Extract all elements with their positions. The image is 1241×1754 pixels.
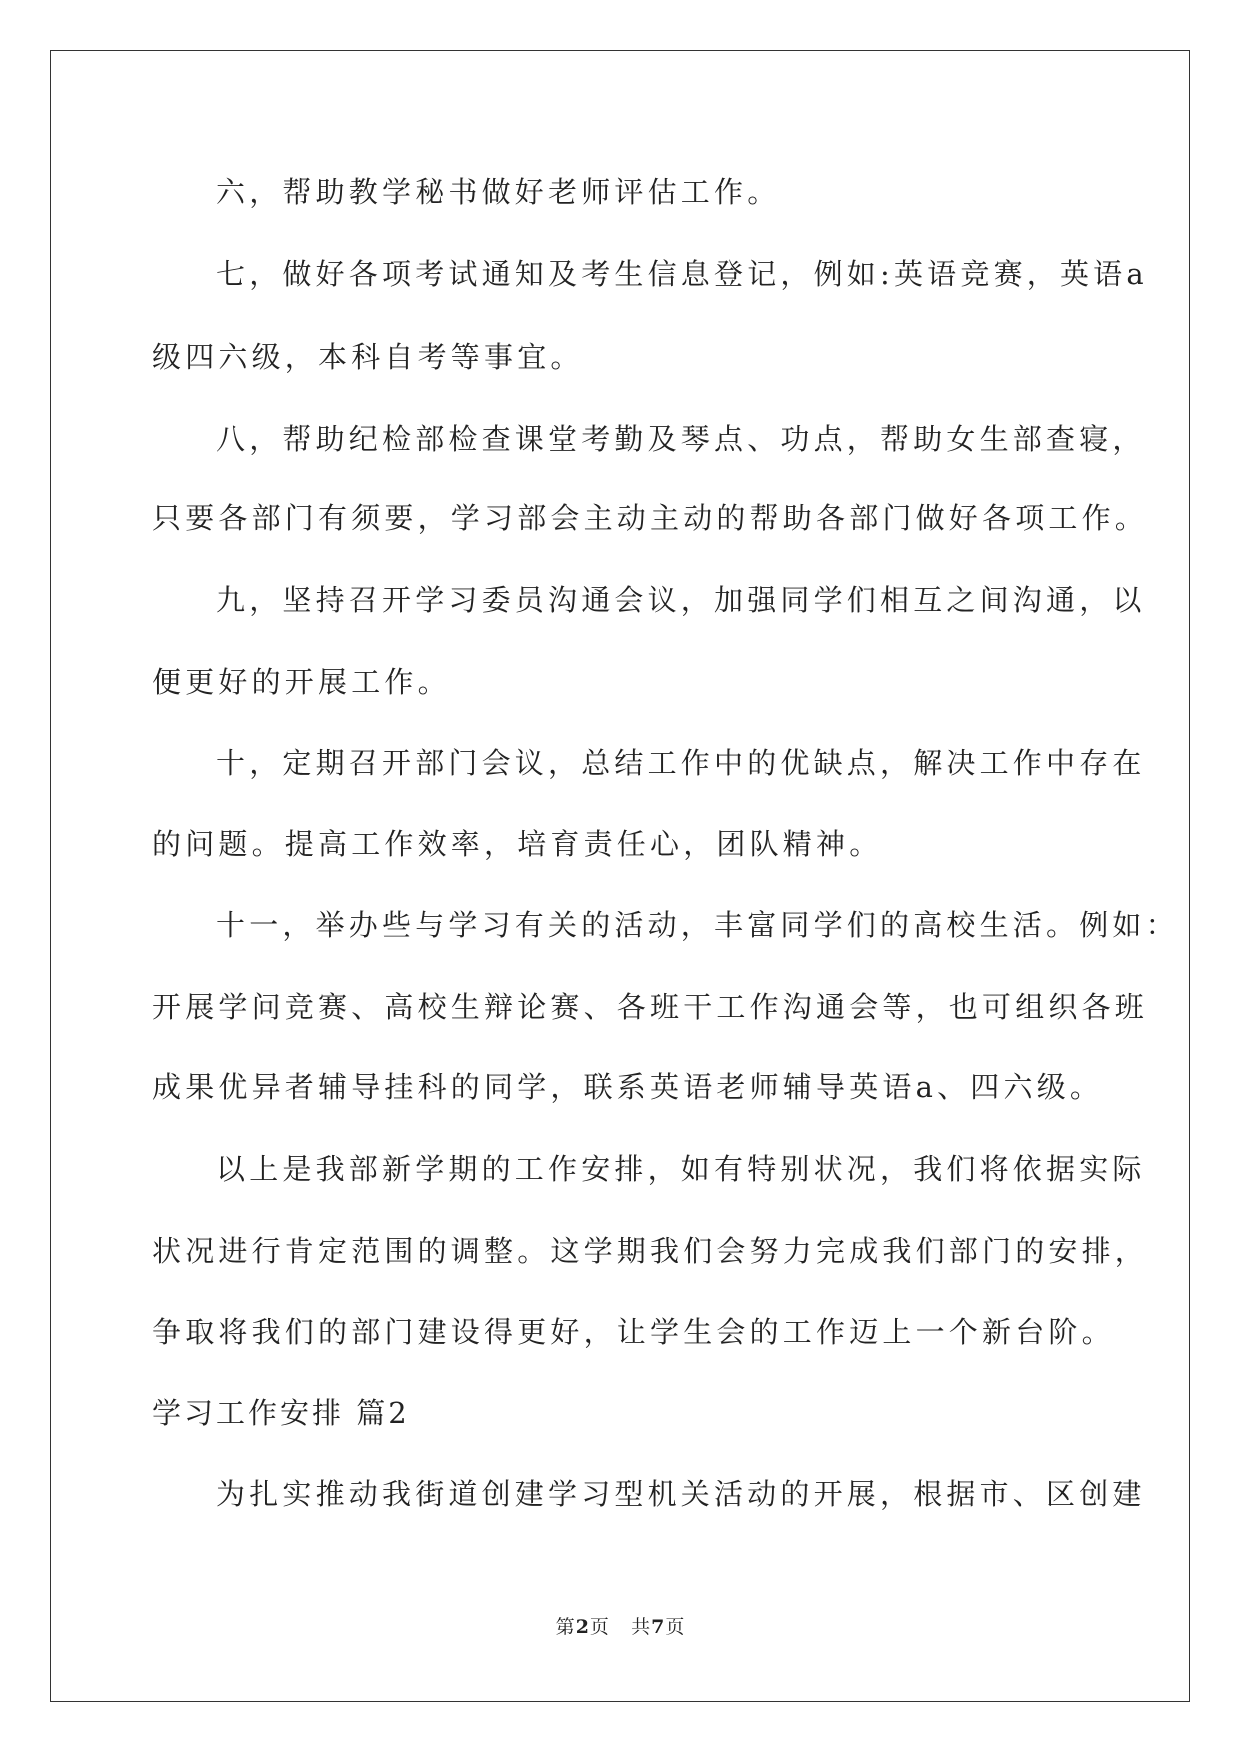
paragraph-line: 为扎实推动我街道创建学习型机关活动的开展，根据市、区创建 — [216, 1477, 1146, 1511]
paragraph-line: 以上是我部新学期的工作安排，如有特别状况，我们将依据实际 — [216, 1152, 1146, 1186]
page-footer — [0, 1612, 1241, 1639]
page-number: 2 — [575, 1616, 590, 1638]
paragraph-line: 十，定期召开部门会议，总结工作中的优缺点，解决工作中存在 — [216, 746, 1146, 780]
page-number-suffix: 页 — [589, 1616, 610, 1638]
paragraph-line: 级四六级，本科自考等事宜。 — [152, 340, 584, 374]
paragraph-line: 九，坚持召开学习委员沟通会议，加强同学们相互之间沟通，以 — [216, 583, 1146, 617]
page-border — [50, 50, 1190, 1702]
paragraph-line: 便更好的开展工作。 — [152, 665, 451, 699]
paragraph-line: 的问题。提高工作效率，培育责任心，团队精神。 — [152, 827, 883, 861]
paragraph-line: 十一，举办些与学习有关的活动，丰富同学们的高校生活。例如： — [216, 908, 1179, 942]
page-number-prefix: 第 — [555, 1616, 576, 1638]
paragraph-line: 六，帮助教学秘书做好老师评估工作。 — [216, 175, 781, 209]
paragraph-line: 开展学问竞赛、高校生辩论赛、各班干工作沟通会等，也可组织各班 — [152, 990, 1149, 1024]
page-total-prefix: 共 — [631, 1616, 652, 1638]
page-total-suffix: 页 — [665, 1616, 686, 1638]
page-total: 7 — [651, 1616, 666, 1638]
paragraph-line: 状况进行肯定范围的调整。这学期我们会努力完成我们部门的安排， — [152, 1234, 1149, 1268]
section-heading: 学习工作安排 篇2 — [152, 1396, 410, 1430]
paragraph-line: 八，帮助纪检部检查课堂考勤及琴点、功点，帮助女生部查寝， — [216, 422, 1146, 456]
paragraph-line: 只要各部门有须要，学习部会主动主动的帮助各部门做好各项工作。 — [152, 501, 1149, 535]
paragraph-line: 成果优异者辅导挂科的同学，联系英语老师辅导英语a、四六级。 — [152, 1070, 1104, 1104]
paragraph-line: 争取将我们的部门建设得更好，让学生会的工作迈上一个新台阶。 — [152, 1315, 1115, 1349]
paragraph-line: 七，做好各项考试通知及考生信息登记，例如:英语竞赛，英语a — [216, 257, 1148, 291]
